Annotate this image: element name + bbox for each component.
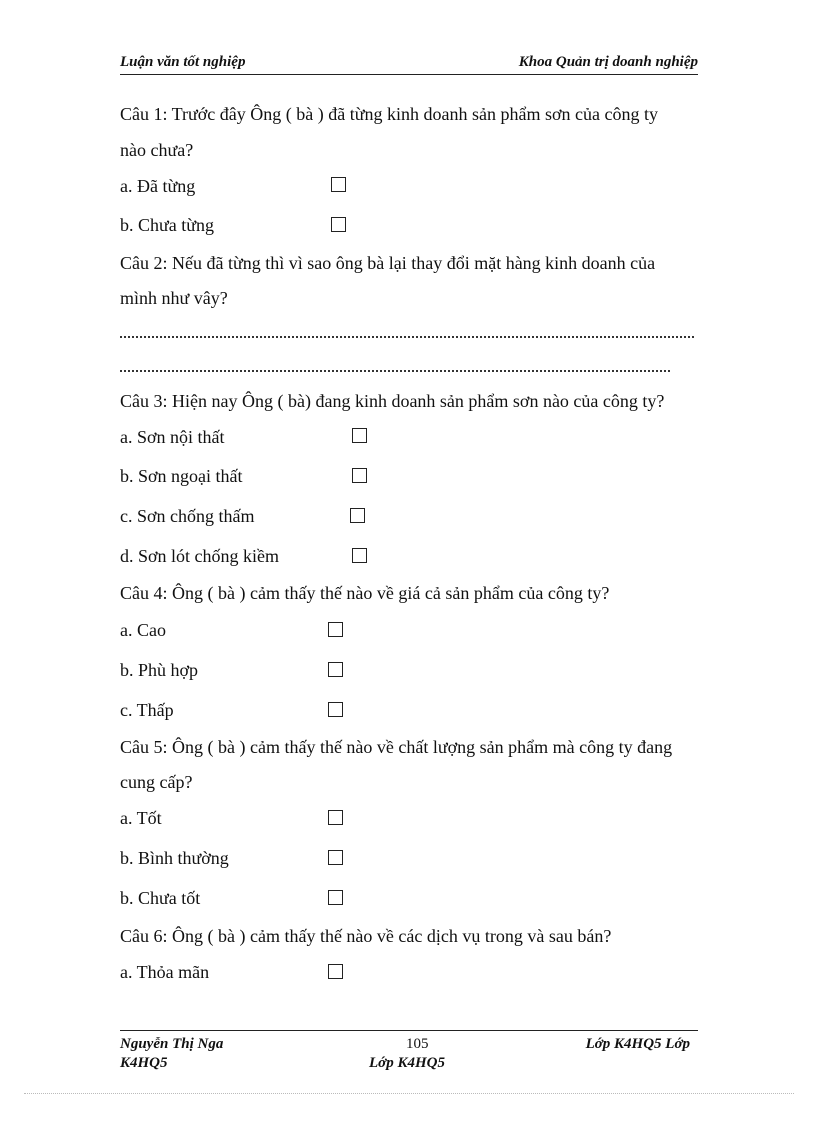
checkbox-q6-a[interactable]: [328, 964, 343, 979]
checkbox-q3-b[interactable]: [352, 468, 367, 483]
checkbox-q1-b[interactable]: [331, 217, 346, 232]
option-label: a. Sơn nội thất: [120, 427, 225, 447]
option-label: c. Thấp: [120, 700, 174, 720]
question-4-text: Câu 4: Ông ( bà ) cảm thấy thế nào về giá cả sản phẩm của công ty?: [120, 583, 610, 603]
checkbox-q4-c[interactable]: [328, 702, 343, 717]
checkbox-q1-a[interactable]: [331, 177, 346, 192]
footer-author-class: K4HQ5: [120, 1055, 168, 1071]
checkbox-q4-a[interactable]: [328, 622, 343, 637]
page-header: [120, 52, 698, 75]
footer-divider: [120, 1030, 698, 1031]
question-5-text: Câu 5: Ông ( bà ) cảm thấy thế nào về chất lượng sản phẩm mà công ty đang: [120, 737, 673, 757]
question-6-text: Câu 6: Ông ( bà ) cảm thấy thế nào về các dịch vụ trong và sau bán?: [120, 926, 612, 946]
question-3-text: Câu 3: Hiện nay Ông ( bà) đang kinh doanh sản phẩm sơn nào của công ty?: [120, 391, 665, 411]
checkbox-q3-a[interactable]: [352, 428, 367, 443]
footer-class-right: Lớp K4HQ5 Lớp: [585, 1036, 690, 1052]
header-right: Khoa Quản trị doanh nghiệp: [518, 54, 698, 70]
page-edge-divider: [24, 1093, 794, 1094]
option-label: b. Bình thường: [120, 848, 229, 868]
option-label: a. Cao: [120, 620, 166, 640]
checkbox-q3-d[interactable]: [352, 548, 367, 563]
question-5-text-cont: cung cấp?: [120, 772, 193, 792]
option-label: b. Sơn ngoại thất: [120, 466, 243, 486]
answer-line[interactable]: [120, 336, 694, 338]
option-label: d. Sơn lót chống kiềm: [120, 546, 280, 566]
question-2-text-cont: mình như vây?: [120, 288, 228, 308]
page-number: 105: [406, 1036, 429, 1052]
checkbox-q5-b[interactable]: [328, 850, 343, 865]
checkbox-q3-c[interactable]: [350, 508, 365, 523]
question-1-text-cont: nào chưa?: [120, 140, 194, 160]
header-left: Luận văn tốt nghiệp: [120, 54, 246, 70]
option-label: a. Đã từng: [120, 176, 196, 196]
footer-author: Nguyễn Thị Nga: [120, 1036, 224, 1052]
option-label: b. Chưa tốt: [120, 888, 201, 908]
checkbox-q5-c[interactable]: [328, 890, 343, 905]
option-label: a. Tốt: [120, 808, 162, 828]
option-label: b. Phù hợp: [120, 660, 199, 680]
checkbox-q4-b[interactable]: [328, 662, 343, 677]
question-2-text: Câu 2: Nếu đã từng thì vì sao ông bà lại thay đổi mặt hàng kinh doanh của: [120, 253, 656, 273]
option-label: b. Chưa từng: [120, 215, 215, 235]
answer-line[interactable]: [120, 370, 670, 372]
option-label: a. Thỏa mãn: [120, 962, 210, 982]
footer-class-center: Lớp K4HQ5: [369, 1055, 445, 1071]
option-label: c. Sơn chống thấm: [120, 506, 255, 526]
question-1-text: Câu 1: Trước đây Ông ( bà ) đã từng kinh doanh sản phẩm sơn của công ty: [120, 104, 658, 124]
checkbox-q5-a[interactable]: [328, 810, 343, 825]
